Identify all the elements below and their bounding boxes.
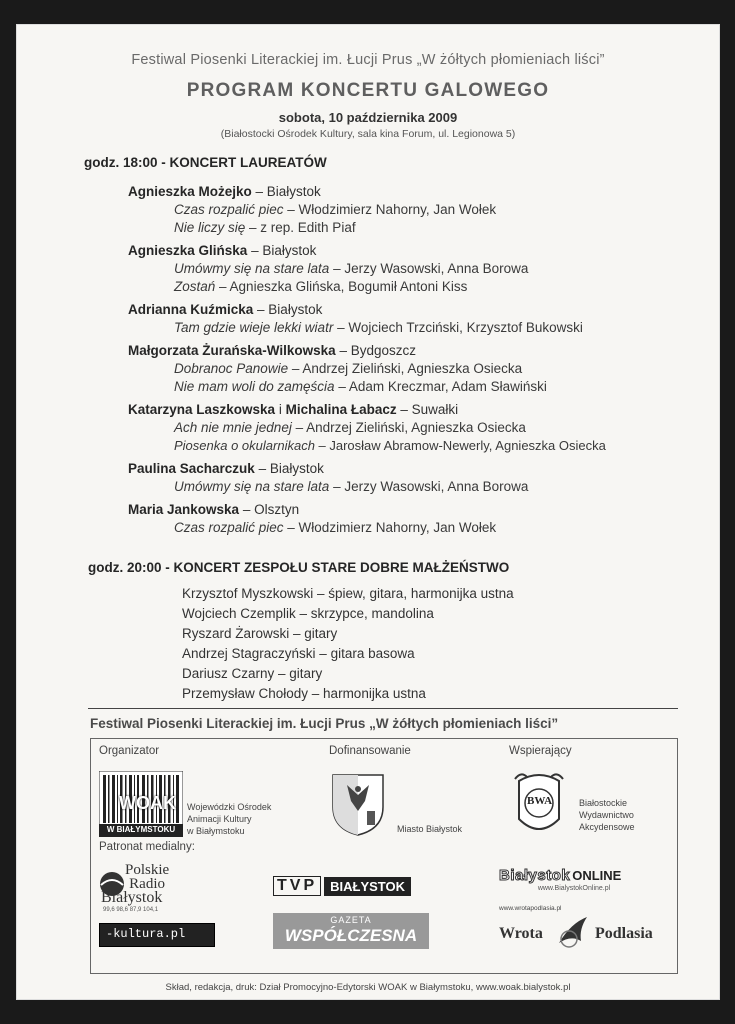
radio-name (125, 863, 169, 891)
organizer-line: Wojewódzki Ośrodek (187, 802, 272, 812)
wrota-url: www.wrotapodlasia.pl (499, 905, 562, 912)
song-authors: – Jarosław Abramow-Newerly, Agnieszka Osiecka (314, 438, 606, 453)
band-member: Krzysztof Myszkowski – śpiew, gitara, harmonijka ustna (182, 586, 514, 601)
song-line (174, 438, 606, 453)
organizer-line: w Białymstoku (187, 826, 245, 836)
song-authors: – Wojciech Trzciński, Krzysztof Bukowski (333, 320, 583, 335)
performer-city: – Suwałki (396, 402, 459, 417)
support-name (579, 797, 635, 833)
performer-city: – Białystok (251, 184, 321, 199)
woak-logo (99, 771, 183, 837)
song-line (174, 261, 528, 276)
radio-line: Radio (129, 876, 166, 892)
performer-name: Katarzyna Laszkowska (128, 402, 276, 417)
performer-city: – Białystok (253, 302, 323, 317)
song-line (174, 320, 583, 335)
song-line (174, 520, 496, 535)
support-line: Białostockie (579, 798, 628, 808)
performer-city: – Olsztyn (239, 502, 300, 517)
song-title: Nie liczy się (174, 220, 246, 235)
performer (128, 302, 322, 317)
kultura-logo-text: -kultura.pl (106, 927, 186, 941)
concert1-heading: godz. 18:00 - KONCERT LAUREATÓW (84, 155, 327, 170)
performer-joiner: i (275, 402, 286, 417)
song-authors: – Włodzimierz Nahorny, Jan Wołek (283, 202, 497, 217)
wrota-bird-icon (557, 913, 591, 949)
song-authors: – Adam Kreczmar, Adam Sławiński (334, 379, 547, 394)
online-url: www.BialystokOnline.pl (537, 885, 611, 892)
performer-name: Maria Jankowska (128, 502, 240, 517)
song-title: Umówmy się na stare lata (174, 479, 330, 494)
song-line (174, 379, 547, 394)
performer (128, 502, 299, 517)
performer-city: – Bydgoszcz (335, 343, 416, 358)
footer-title: Festiwal Piosenki Literackiej im. Łucji Prus „W żółtych płomieniach liści” (90, 716, 559, 731)
bwa-logo-text: BWA (527, 795, 553, 807)
support-label: Wspierający (509, 745, 572, 757)
festival-title: Festiwal Piosenki Literackiej im. Łucji Prus „W żółtych płomieniach liści” (131, 52, 605, 68)
song-line (174, 202, 496, 217)
concert-venue: (Białostocki Ośrodek Kultury, sala kina Forum, ul. Legionowa 5) (220, 128, 516, 140)
organizer-label: Organizator (99, 745, 160, 757)
polskie-radio-logo (99, 863, 199, 913)
gazeta-line1: GAZETA (330, 915, 372, 925)
gazeta-wspolczesna-logo (273, 913, 429, 949)
performer (128, 402, 458, 417)
song-authors: – Jerzy Wasowski, Anna Borowa (329, 261, 529, 276)
song-line (174, 279, 467, 294)
bwa-logo (511, 769, 567, 844)
performer-name: Małgorzata Żurańska-Wilkowska (128, 343, 336, 358)
performer (128, 184, 321, 199)
performer (128, 461, 324, 476)
performer-city: – Białystok (254, 461, 324, 476)
sponsor-box (90, 738, 678, 974)
city-label: Miasto Białystok (397, 824, 463, 834)
media-label: Patronat medialny: (99, 841, 195, 853)
band-member: Wojciech Czemplik – skrzypce, mandolina (182, 606, 434, 621)
performer (128, 243, 316, 258)
song-authors: – Andrzej Zieliński, Agnieszka Osiecka (291, 420, 526, 435)
woak-logo-text: WOAK (119, 793, 176, 813)
performer-name: Paulina Sacharczuk (128, 461, 255, 476)
band-member: Ryszard Żarowski – gitary (182, 626, 338, 641)
song-authors: – Andrzej Zieliński, Agnieszka Osiecka (288, 361, 523, 376)
tvp-city: BIAŁYSTOK (324, 877, 411, 896)
song-authors: – z rep. Edith Piaf (245, 220, 356, 235)
radio-city: Białystok (101, 889, 163, 906)
divider (88, 708, 678, 709)
song-title: Czas rozpalić piec (174, 520, 284, 535)
tvp-logo (273, 875, 411, 897)
song-title: Nie mam woli do zamęścia (174, 379, 335, 394)
performer-city: – Białystok (247, 243, 317, 258)
song-authors: – Agnieszka Glińska, Bogumił Antoni Kiss (215, 279, 468, 294)
band-member: Dariusz Czarny – gitary (182, 666, 323, 681)
performer (128, 343, 416, 358)
tvp-mark: TVP (273, 876, 321, 896)
program-title: PROGRAM KONCERTU GALOWEGO (186, 80, 550, 101)
woak-logo-subtext: W BIAŁYMSTOKU (106, 825, 176, 834)
band-member: Przemysław Chołody – harmonijka ustna (182, 686, 426, 701)
program-page (16, 24, 720, 1000)
wrota-text: Wrota (499, 925, 543, 942)
organizer-name (187, 801, 271, 837)
podlasia-text: Podlasia (595, 925, 653, 942)
wrota-podlasia-logo (499, 913, 669, 953)
bialystok-online-logo (499, 867, 669, 892)
performer-name: Agnieszka Możejko (128, 184, 252, 199)
performer-name: Agnieszka Glińska (128, 243, 248, 258)
gazeta-line2: WSPÓŁCZESNA (284, 926, 418, 945)
kultura-logo (99, 923, 215, 947)
support-line: Wydawnictwo (579, 810, 634, 820)
performer-name: Adrianna Kuźmicka (128, 302, 254, 317)
song-title: Czas rozpalić piec (174, 202, 284, 217)
concert2-heading: godz. 20:00 - KONCERT ZESPOŁU STARE DOBRE MAŁŻEŃSTWO (88, 560, 510, 575)
support-line: Akcydensowe (579, 822, 635, 832)
radio-frequencies: 99,6 98,6 87,9 104,1 (103, 907, 159, 913)
credit-line: Skład, redakcja, druk: Dział Promocyjno-Edytorski WOAK w Białymstoku, www.woak.bialystok.pl (165, 982, 571, 993)
song-title: Umówmy się na stare lata (174, 261, 330, 276)
bialystok-coat-of-arms-icon (329, 771, 387, 842)
online-logo-text: Białystok (499, 867, 571, 884)
song-title: Zostań (174, 279, 216, 294)
song-title: Piosenka o okularnikach (174, 438, 315, 453)
performer-name-2: Michalina Łabacz (285, 402, 397, 417)
band-member: Andrzej Stagraczyński – gitara basowa (182, 646, 415, 661)
organizer-line: Animacji Kultury (187, 814, 252, 824)
song-authors: – Włodzimierz Nahorny, Jan Wołek (283, 520, 497, 535)
song-title: Ach nie mnie jednej (174, 420, 292, 435)
radio-line: Polskie (125, 862, 170, 878)
song-title: Dobranoc Panowie (174, 361, 289, 376)
funding-label: Dofinansowanie (329, 745, 411, 757)
song-line (174, 361, 522, 376)
song-line (174, 420, 526, 435)
song-authors: – Jerzy Wasowski, Anna Borowa (329, 479, 529, 494)
song-title: Tam gdzie wieje lekki wiatr (174, 320, 334, 335)
song-line (174, 220, 356, 235)
concert-date: sobota, 10 października 2009 (278, 110, 458, 125)
song-line (174, 479, 528, 494)
online-logo-text-2: ONLINE (572, 868, 622, 883)
